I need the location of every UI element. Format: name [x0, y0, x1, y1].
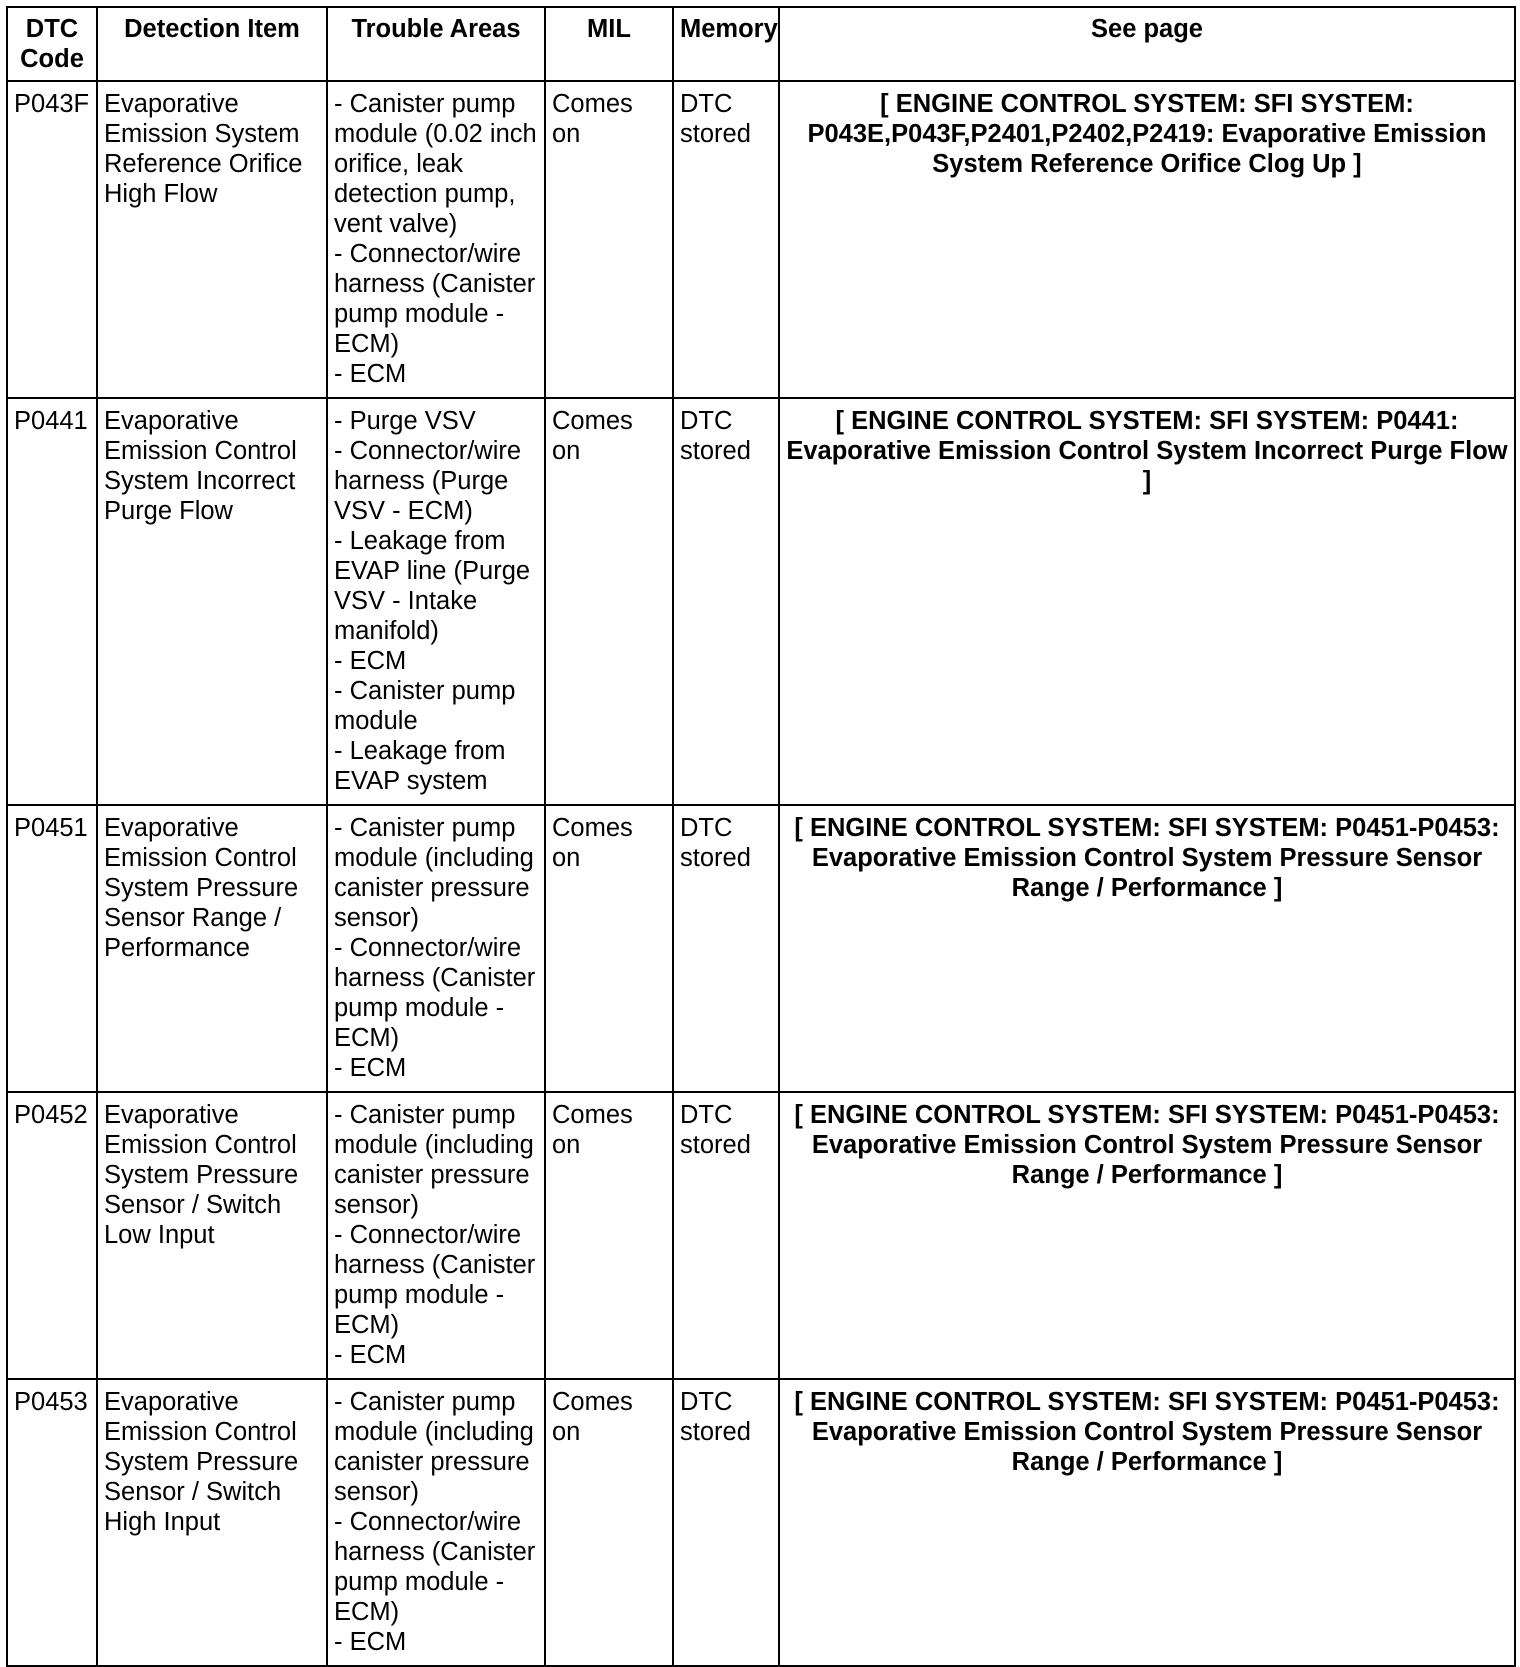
memory-cell: DTC stored: [673, 81, 779, 398]
trouble-area-line: - Connector/wire harness (Canister pump module - ECM): [334, 240, 536, 358]
trouble-area-line: - Canister pump module (including canister pressure sensor): [334, 814, 534, 932]
trouble-area-line: - ECM: [334, 1628, 407, 1656]
trouble-area-line: - ECM: [334, 1341, 407, 1369]
header-memory: Memory: [673, 7, 779, 81]
trouble-areas-cell: [327, 805, 545, 1092]
trouble-areas-cell: [327, 398, 545, 805]
detection-item-cell: Evaporative Emission Control System Pressure Sensor / Switch High Input: [97, 1379, 327, 1666]
trouble-area-line: - Connector/wire harness (Purge VSV - ECM): [334, 437, 522, 525]
see-page-link[interactable]: [ ENGINE CONTROL SYSTEM: SFI SYSTEM: P0451-P0453: Evaporative Emission Control System Pressure Sensor Range / Performance ]: [779, 1092, 1515, 1379]
see-page-link[interactable]: [ ENGINE CONTROL SYSTEM: SFI SYSTEM: P0451-P0453: Evaporative Emission Control System Pressure Sensor Range / Performance ]: [779, 1379, 1515, 1666]
dtc-code-cell: P0451: [7, 805, 97, 1092]
header-see-page: See page: [779, 7, 1515, 81]
mil-cell: Comes on: [545, 398, 673, 805]
header-dtc-code: DTC Code: [7, 7, 97, 81]
dtc-table: [6, 6, 1516, 1667]
trouble-area-line: - ECM: [334, 647, 407, 675]
header-trouble-areas: Trouble Areas: [327, 7, 545, 81]
trouble-area-line: - Canister pump module: [334, 677, 516, 735]
trouble-area-line: - Canister pump module (0.02 inch orifice, leak detection pump, vent valve): [334, 90, 537, 238]
trouble-areas-cell: [327, 1092, 545, 1379]
dtc-code-cell: P043F: [7, 81, 97, 398]
detection-item-cell: Evaporative Emission System Reference Orifice High Flow: [97, 81, 327, 398]
table-row: [7, 805, 1515, 1092]
trouble-areas-cell: [327, 1379, 545, 1666]
see-page-link[interactable]: [ ENGINE CONTROL SYSTEM: SFI SYSTEM: P0451-P0453: Evaporative Emission Control System Pressure Sensor Range / Performance ]: [779, 805, 1515, 1092]
dtc-code-cell: P0441: [7, 398, 97, 805]
memory-cell: DTC stored: [673, 1092, 779, 1379]
memory-cell: DTC stored: [673, 805, 779, 1092]
mil-cell: Comes on: [545, 805, 673, 1092]
trouble-area-line: - Canister pump module (including canister pressure sensor): [334, 1388, 534, 1506]
table-row: [7, 81, 1515, 398]
header-mil: MIL: [545, 7, 673, 81]
trouble-area-line: - ECM: [334, 1054, 407, 1082]
table-row: [7, 1092, 1515, 1379]
memory-cell: DTC stored: [673, 1379, 779, 1666]
table-row: [7, 398, 1515, 805]
trouble-area-line: - ECM: [334, 360, 407, 388]
header-detection-item: Detection Item: [97, 7, 327, 81]
mil-cell: Comes on: [545, 81, 673, 398]
detection-item-cell: Evaporative Emission Control System Pressure Sensor Range / Performance: [97, 805, 327, 1092]
trouble-area-line: - Connector/wire harness (Canister pump module - ECM): [334, 1508, 536, 1626]
trouble-area-line: - Purge VSV: [334, 407, 476, 435]
trouble-area-line: - Canister pump module (including canister pressure sensor): [334, 1101, 534, 1219]
detection-item-cell: Evaporative Emission Control System Pressure Sensor / Switch Low Input: [97, 1092, 327, 1379]
table-body: [7, 81, 1515, 1666]
trouble-areas-cell: [327, 81, 545, 398]
mil-cell: Comes on: [545, 1092, 673, 1379]
trouble-area-line: - Leakage from EVAP line (Purge VSV - Intake manifold): [334, 527, 531, 645]
see-page-link[interactable]: [ ENGINE CONTROL SYSTEM: SFI SYSTEM: P0441: Evaporative Emission Control System Incorrect Purge Flow ]: [779, 398, 1515, 805]
trouble-area-line: - Leakage from EVAP system: [334, 737, 506, 795]
trouble-area-line: - Connector/wire harness (Canister pump module - ECM): [334, 934, 536, 1052]
detection-item-cell: Evaporative Emission Control System Incorrect Purge Flow: [97, 398, 327, 805]
header-row: [7, 7, 1515, 81]
mil-cell: Comes on: [545, 1379, 673, 1666]
table-header: [7, 7, 1515, 81]
trouble-area-line: - Connector/wire harness (Canister pump module - ECM): [334, 1221, 536, 1339]
dtc-code-cell: P0452: [7, 1092, 97, 1379]
see-page-link[interactable]: [ ENGINE CONTROL SYSTEM: SFI SYSTEM: P043E,P043F,P2401,P2402,P2419: Evaporative Emission System Reference Orifice Clog Up ]: [779, 81, 1515, 398]
dtc-code-cell: P0453: [7, 1379, 97, 1666]
table-row: [7, 1379, 1515, 1666]
memory-cell: DTC stored: [673, 398, 779, 805]
